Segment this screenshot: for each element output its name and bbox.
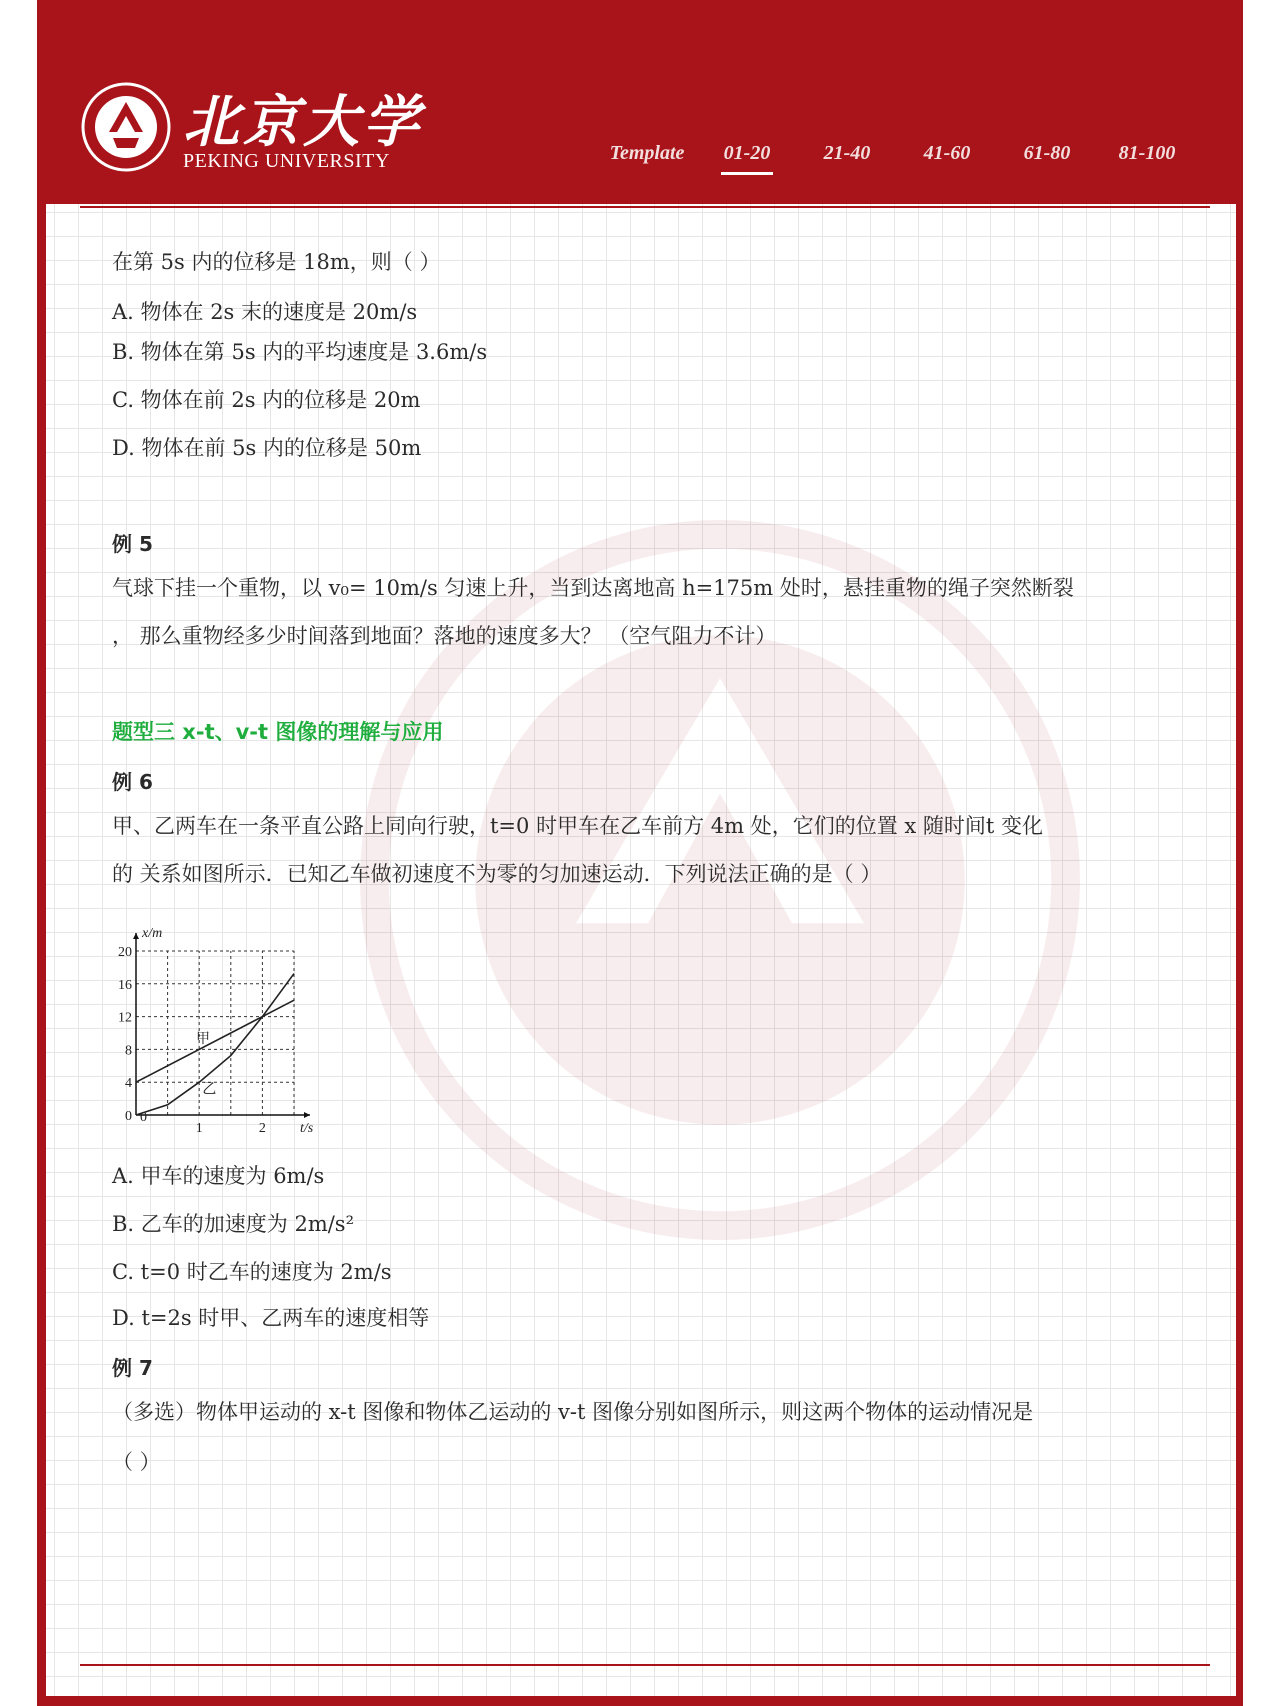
example-5-line-2: ， 那么重物经多少时间落到地面？落地的速度多大？ （空气阻力不计） <box>112 624 777 648</box>
ex6-option-c: C. t=0 时乙车的速度为 2m/s <box>112 1260 392 1284</box>
nav-01-20[interactable]: 01-20 <box>697 142 797 165</box>
y-tick-label: 16 <box>118 977 132 993</box>
y-tick-label: 4 <box>125 1076 132 1092</box>
y-axis-label: x/m <box>142 926 163 941</box>
logo-english: PEKING UNIVERSITY <box>183 150 390 172</box>
nav-81-100[interactable]: 81-100 <box>1118 142 1176 164</box>
y-tick-label: 8 <box>125 1043 132 1059</box>
footer-divider <box>80 1664 1210 1666</box>
nav-41-60[interactable]: 41-60 <box>923 142 971 164</box>
series-label: 乙 <box>202 1082 217 1098</box>
ex6-option-b: B. 乙车的加速度为 2m/s² <box>112 1212 355 1236</box>
option-b: B. 物体在第 5s 内的平均速度是 3.6m/s <box>112 340 488 364</box>
x-tick-label: 0 <box>140 1110 147 1125</box>
y-tick-label: 0 <box>125 1109 132 1124</box>
example-6-line-1: 甲、乙两车在一条平直公路上同向行驶，t=0 时甲车在乙车前方 4m 处，它们的位置 x 随时间t 变化 <box>112 814 1043 838</box>
question-stem: 在第 5s 内的位移是 18m，则（ ） <box>112 250 441 274</box>
example-6-title: 例 6 <box>112 770 153 794</box>
xt-chart <box>106 900 336 1140</box>
example-5-title: 例 5 <box>112 532 153 556</box>
section-title: 题型三 x-t、v-t 图像的理解与应用 <box>112 720 444 744</box>
example-5-line-1: 气球下挂一个重物，以 v₀= 10m/s 匀速上升，当到达离地高 h=175m 处时，悬挂重物的绳子突然断裂 <box>112 576 1074 600</box>
example-7-title: 例 7 <box>112 1356 153 1380</box>
option-c: C. 物体在前 2s 内的位移是 20m <box>112 388 421 412</box>
y-tick-label: 20 <box>118 945 132 960</box>
nav-21-40[interactable]: 21-40 <box>823 142 871 164</box>
x-tick-label: 2 <box>258 1121 266 1136</box>
nav-template[interactable]: Template <box>609 142 685 164</box>
ex6-option-a: A. 甲车的速度为 6m/s <box>112 1164 325 1188</box>
x-tick-label: 1 <box>195 1121 203 1136</box>
ex6-option-d: D. t=2s 时甲、乙两车的速度相等 <box>112 1306 430 1330</box>
header-divider <box>80 206 1210 208</box>
option-a: A. 物体在 2s 末的速度是 20m/s <box>112 300 418 324</box>
example-6-line-2: 的 关系如图所示．已知乙车做初速度不为零的匀加速运动．下列说法正确的是（ ） <box>112 862 882 886</box>
pku-seal-icon <box>81 82 171 172</box>
example-7-line-2: （ ） <box>112 1450 161 1474</box>
series-label: 甲 <box>196 1031 211 1047</box>
x-axis-label: t/s <box>300 1121 314 1136</box>
option-d: D. 物体在前 5s 内的位移是 50m <box>112 436 422 460</box>
x-axis-arrow-icon <box>304 1112 310 1118</box>
logo-chinese: 北京大学 <box>183 89 423 155</box>
example-7-line-1: （多选）物体甲运动的 x-t 图像和物体乙运动的 v-t 图像分别如图所示，则这两个物体的运动情况是 <box>112 1400 1034 1424</box>
nav-61-80[interactable]: 61-80 <box>1023 142 1071 164</box>
y-axis-arrow-icon <box>133 933 139 939</box>
nav-bar <box>597 142 1197 165</box>
y-tick-label: 12 <box>118 1010 132 1026</box>
header <box>37 0 1243 204</box>
